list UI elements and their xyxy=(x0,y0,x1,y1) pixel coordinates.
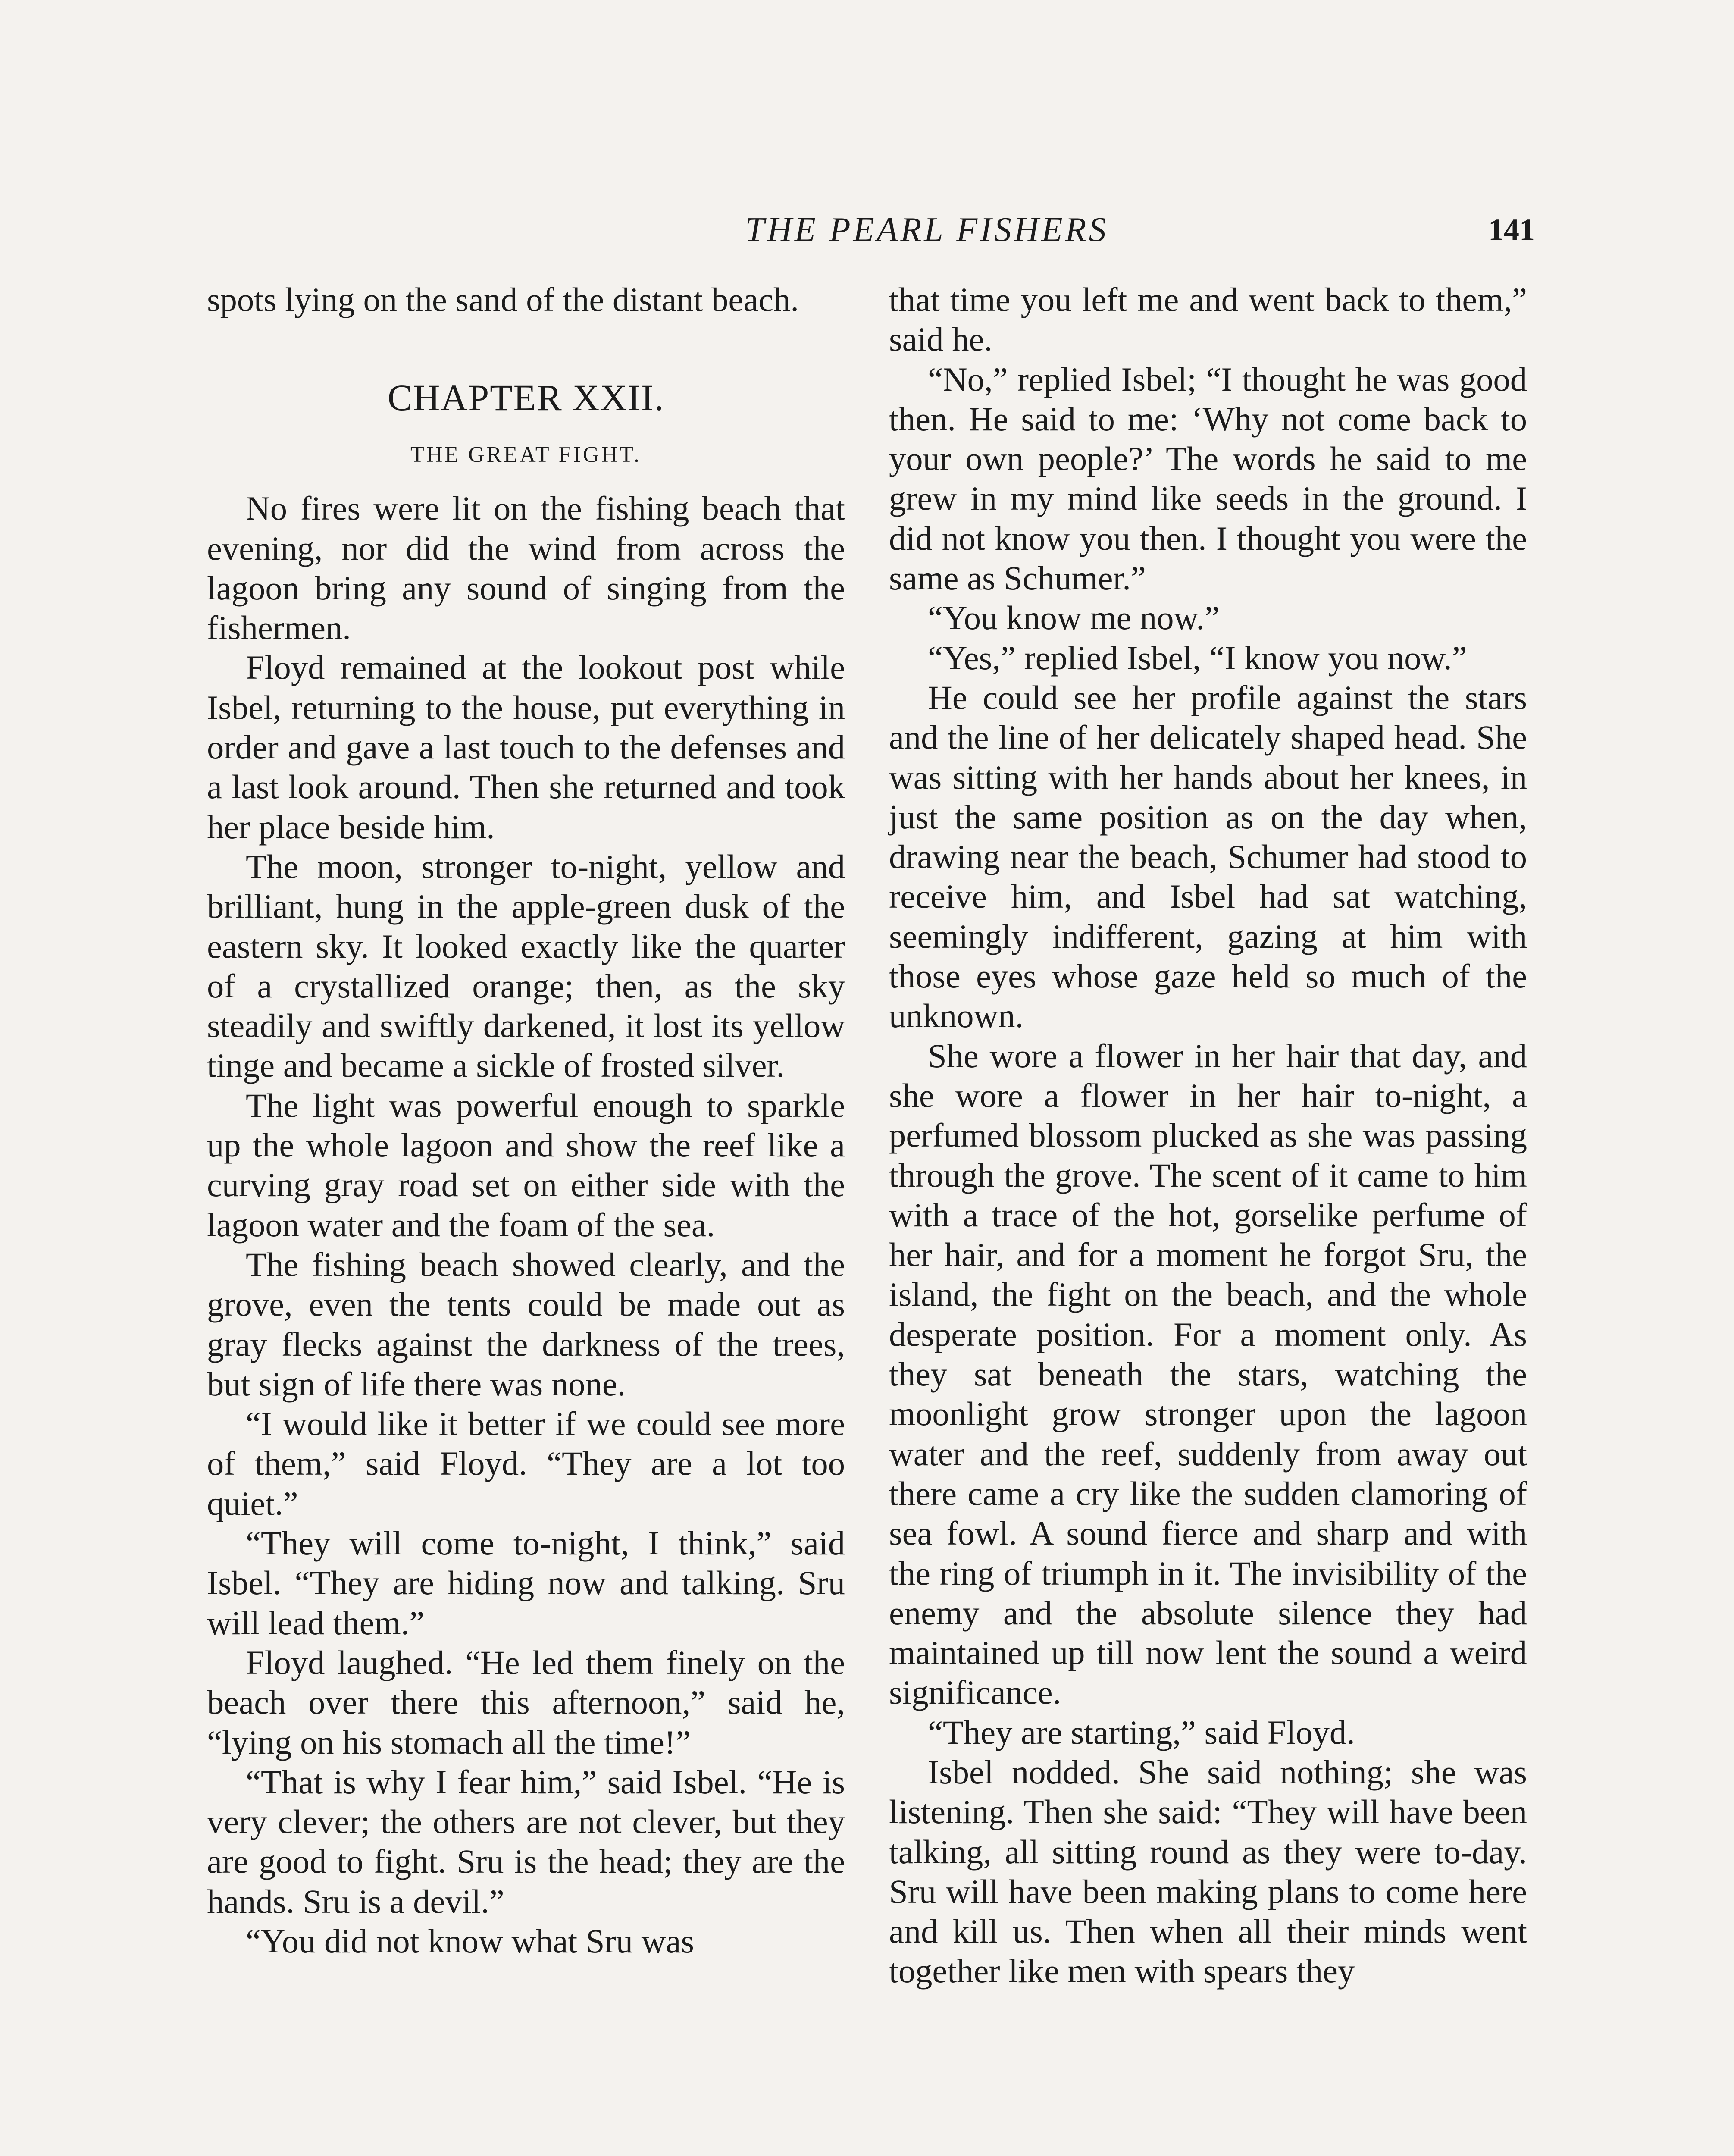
running-head xyxy=(207,206,1535,254)
paragraph: She wore a flower in her hair that day, and she wore a flower in her hair to-night, a perfumed blossom plucked as she was passing through the grove. The scent of it came to him with a trace of the hot, gorselike perfume of her hair, and for a moment he forgot Sru, the island, the fight on the beach, and the whole desperate position. For a moment only. As they sat beneath the stars, watching the moonlight grow stronger upon the lagoon water and the reef, suddenly from away out there came a cry like the sudden clamoring of sea fowl. A sound fierce and sharp and with the ring of triumph in it. The invisibility of the enemy and the absolute silence they had maintained up till now lent the sound a weird significance. xyxy=(889,1037,1527,1712)
paragraph: The light was powerful enough to sparkle up the whole lagoon and show the reef like a curving gray road set on either side with the lagoon water and the foam of the sea. xyxy=(207,1087,845,1244)
paragraph: “Yes,” replied Isbel, “I know you now.” xyxy=(928,639,1467,677)
paragraph: “You know me now.” xyxy=(928,599,1220,637)
paragraph: “No,” replied Isbel; “I thought he was good then. He said to me: ‘Why not come back to your own people?’ The words he said to me grew in my mind like seeds in the ground. I did not know you then. I thought you were the same as Schumer.” xyxy=(889,360,1527,598)
paragraph: The moon, stronger to-night, yellow and brilliant, hung in the apple-green dusk of the eastern sky. It looked exactly like the quarter of a crystallized orange; then, as the sky steadily and swiftly darkened, it lost its yellow tinge and became a sickle of frosted silver. xyxy=(207,848,845,1085)
paragraph: “They are starting,” said Floyd. xyxy=(928,1714,1355,1752)
paragraph: “They will come to-night, I think,” said Isbel. “They are hiding now and talking. Sru will lead them.” xyxy=(207,1525,845,1642)
paragraph: He could see her profile against the stars and the line of her delicately shaped head. She was sitting with her hands about her knees, in just the same position as on the day when, drawing near the beach, Schumer had stood to receive him, and Isbel had sat watching, seemingly indifferent, gazing at him with those eyes whose gaze held so much of the unknown. xyxy=(889,679,1527,1035)
paragraph: Floyd laughed. “He led them finely on the beach over there this afternoon,” said he, “lying on his stomach all the time!” xyxy=(207,1644,845,1761)
page-number: 141 xyxy=(1488,213,1535,247)
paragraph: “I would like it better if we could see more of them,” said Floyd. “They are a lot too quiet.” xyxy=(207,1405,845,1523)
paragraph: Floyd remained at the lookout post while Isbel, returning to the house, put everything in order and gave a last touch to the defenses and a last look around. Then she returned and took her place beside him. xyxy=(207,649,845,846)
running-title: THE PEARL FISHERS xyxy=(745,211,1109,249)
paragraph: “You did not know what Sru was xyxy=(246,1922,694,1960)
chapter-subtitle: THE GREAT FIGHT. xyxy=(410,442,642,467)
right-column xyxy=(889,280,1527,1992)
paragraph: “That is why I fear him,” said Isbel. “He is very clever; the others are not clever, but they are good to fight. Sru is the head; they are the hands. Sru is a devil.” xyxy=(207,1763,845,1921)
paragraph: No fires were lit on the fishing beach that evening, nor did the wind from across the lagoon bring any sound of singing from the fishermen. xyxy=(207,490,845,647)
continuation-text: spots lying on the sand of the distant beach. xyxy=(207,281,799,319)
continuation-text: that time you left me and went back to them,” said he. xyxy=(889,281,1527,359)
left-column xyxy=(207,280,845,1962)
paragraph: Isbel nodded. She said nothing; she was listening. Then she said: “They will have been talking, all sitting round as they were to-day. Sru will have been making plans to come here and kill us. Then when all their minds went together like men with spears they xyxy=(889,1753,1527,1990)
chapter-heading: CHAPTER XXII. xyxy=(387,377,665,419)
paragraph: The fishing beach showed clearly, and the grove, even the tents could be made out as gray flecks against the darkness of the trees, but sign of life there was none. xyxy=(207,1246,845,1403)
